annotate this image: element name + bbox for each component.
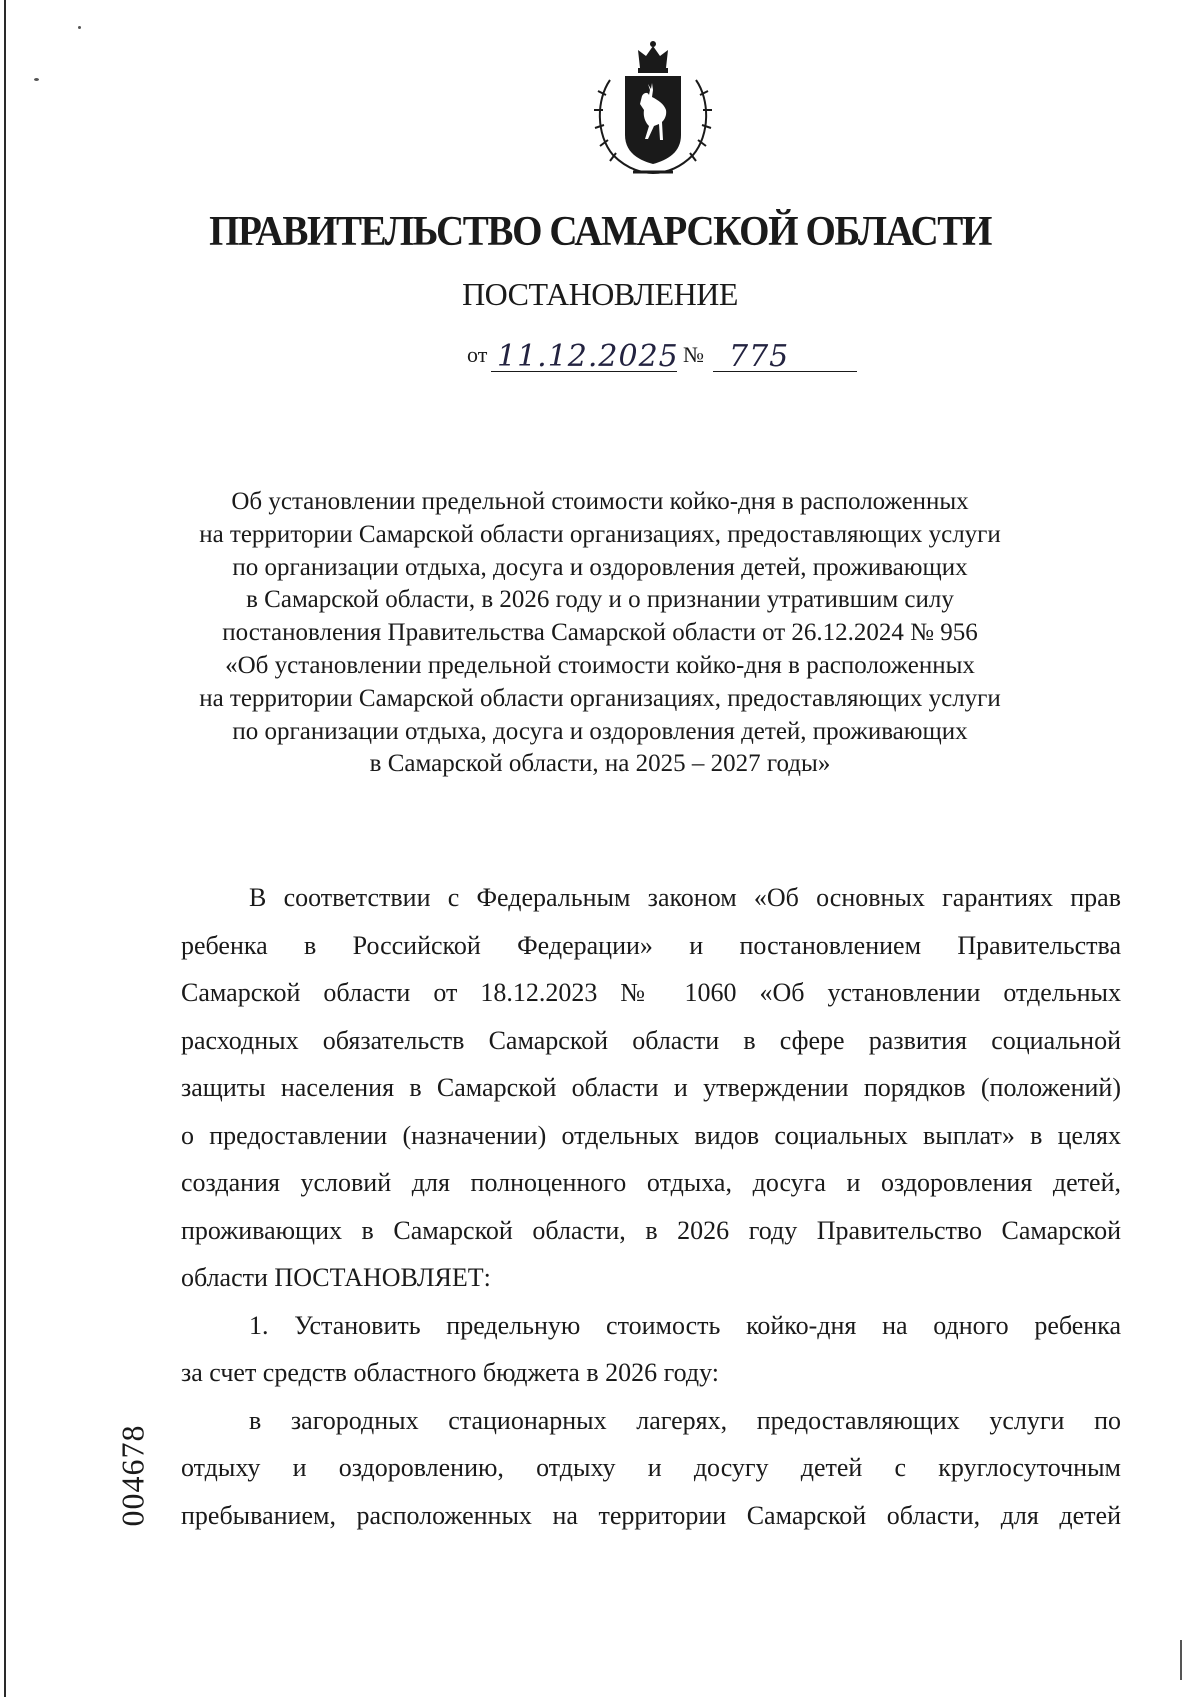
document-type: ПОСТАНОВЛЕНИЕ bbox=[462, 276, 738, 312]
subject-line: на территории Самарской области организациях, предоставляющих услуги bbox=[199, 520, 1001, 548]
body-line: В соответствии с Федеральным законом «Об основных гарантиях прав bbox=[249, 883, 1121, 912]
scan-edge bbox=[4, 0, 6, 1697]
subject-line: постановления Правительства Самарской области от 26.12.2024 № 956 bbox=[222, 619, 978, 647]
document-body bbox=[181, 874, 1121, 1539]
subject-line: на территории Самарской области организациях, предоставляющих услуги bbox=[199, 684, 1001, 712]
preamble-paragraph bbox=[181, 874, 1121, 1302]
body-line: области ПОСТАНОВЛЯЕТ: bbox=[181, 1263, 491, 1292]
scan-speck bbox=[34, 78, 39, 81]
body-line: пребыванием, расположенных на территории Самарской области, для детей bbox=[181, 1500, 1121, 1530]
subject-line: по организации отдыха, досуга и оздоровления детей, проживающих bbox=[232, 717, 968, 745]
number-value: 775 bbox=[729, 339, 790, 374]
subject-line: в Самарской области, на 2025 – 2027 годы» bbox=[369, 750, 831, 778]
body-line: в загородных стационарных лагерях, предоставляющих услуги по bbox=[249, 1405, 1121, 1435]
serial-number: 004678 bbox=[114, 1424, 151, 1526]
scan-speck bbox=[1180, 1640, 1182, 1680]
body-line: Самарской области от 18.12.2023 № 1060 «Об установлении отдельных bbox=[181, 978, 1121, 1007]
subject-line: по организации отдыха, досуга и оздоровления детей, проживающих bbox=[232, 553, 968, 581]
date-label: от bbox=[467, 342, 488, 367]
subject-line: Об установлении предельной стоимости койко-дня в расположенных bbox=[231, 488, 969, 515]
number-label: № bbox=[683, 342, 704, 367]
body-line: проживающих в Самарской области, в 2026 году Правительство Самарской bbox=[181, 1215, 1121, 1245]
scan-speck bbox=[78, 26, 81, 29]
body-line: о предоставлении (назначении) отдельных видов социальных выплат» в целях bbox=[181, 1120, 1121, 1150]
body-line: ребенка в Российской Федерации» и постановлением Правительства bbox=[181, 930, 1121, 960]
body-line: за счет средств областного бюджета в 2026 году: bbox=[181, 1358, 719, 1387]
government-title: ПРАВИТЕЛЬСТВО САМАРСКОЙ ОБЛАСТИ bbox=[209, 209, 991, 255]
body-line: защиты населения в Самарской области и утверждении порядков (положений) bbox=[181, 1073, 1121, 1102]
samara-coat-of-arms-icon bbox=[588, 40, 718, 180]
subject-line: «Об установлении предельной стоимости койко-дня в расположенных bbox=[225, 651, 975, 679]
body-line: отдыху и оздоровлению, отдыху и досугу детей с круглосуточным bbox=[181, 1453, 1121, 1482]
subject-line: в Самарской области, в 2026 году и о признании утратившим силу bbox=[246, 586, 954, 614]
date-number-line bbox=[467, 336, 857, 376]
serial-number-stamp bbox=[98, 1380, 168, 1570]
date-value: 11.12.2025 bbox=[497, 339, 679, 374]
body-line: расходных обязательств Самарской области в сфере развития социальной bbox=[181, 1025, 1121, 1055]
document-subject bbox=[150, 486, 1050, 781]
body-line: создания условий для полноценного отдыха, досуга и оздоровления детей, bbox=[181, 1168, 1121, 1197]
body-line: 1. Установить предельную стоимость койко-дня на одного ребенка bbox=[249, 1310, 1121, 1340]
item-1-paragraph bbox=[181, 1302, 1121, 1397]
item-1-subparagraph bbox=[181, 1397, 1121, 1540]
